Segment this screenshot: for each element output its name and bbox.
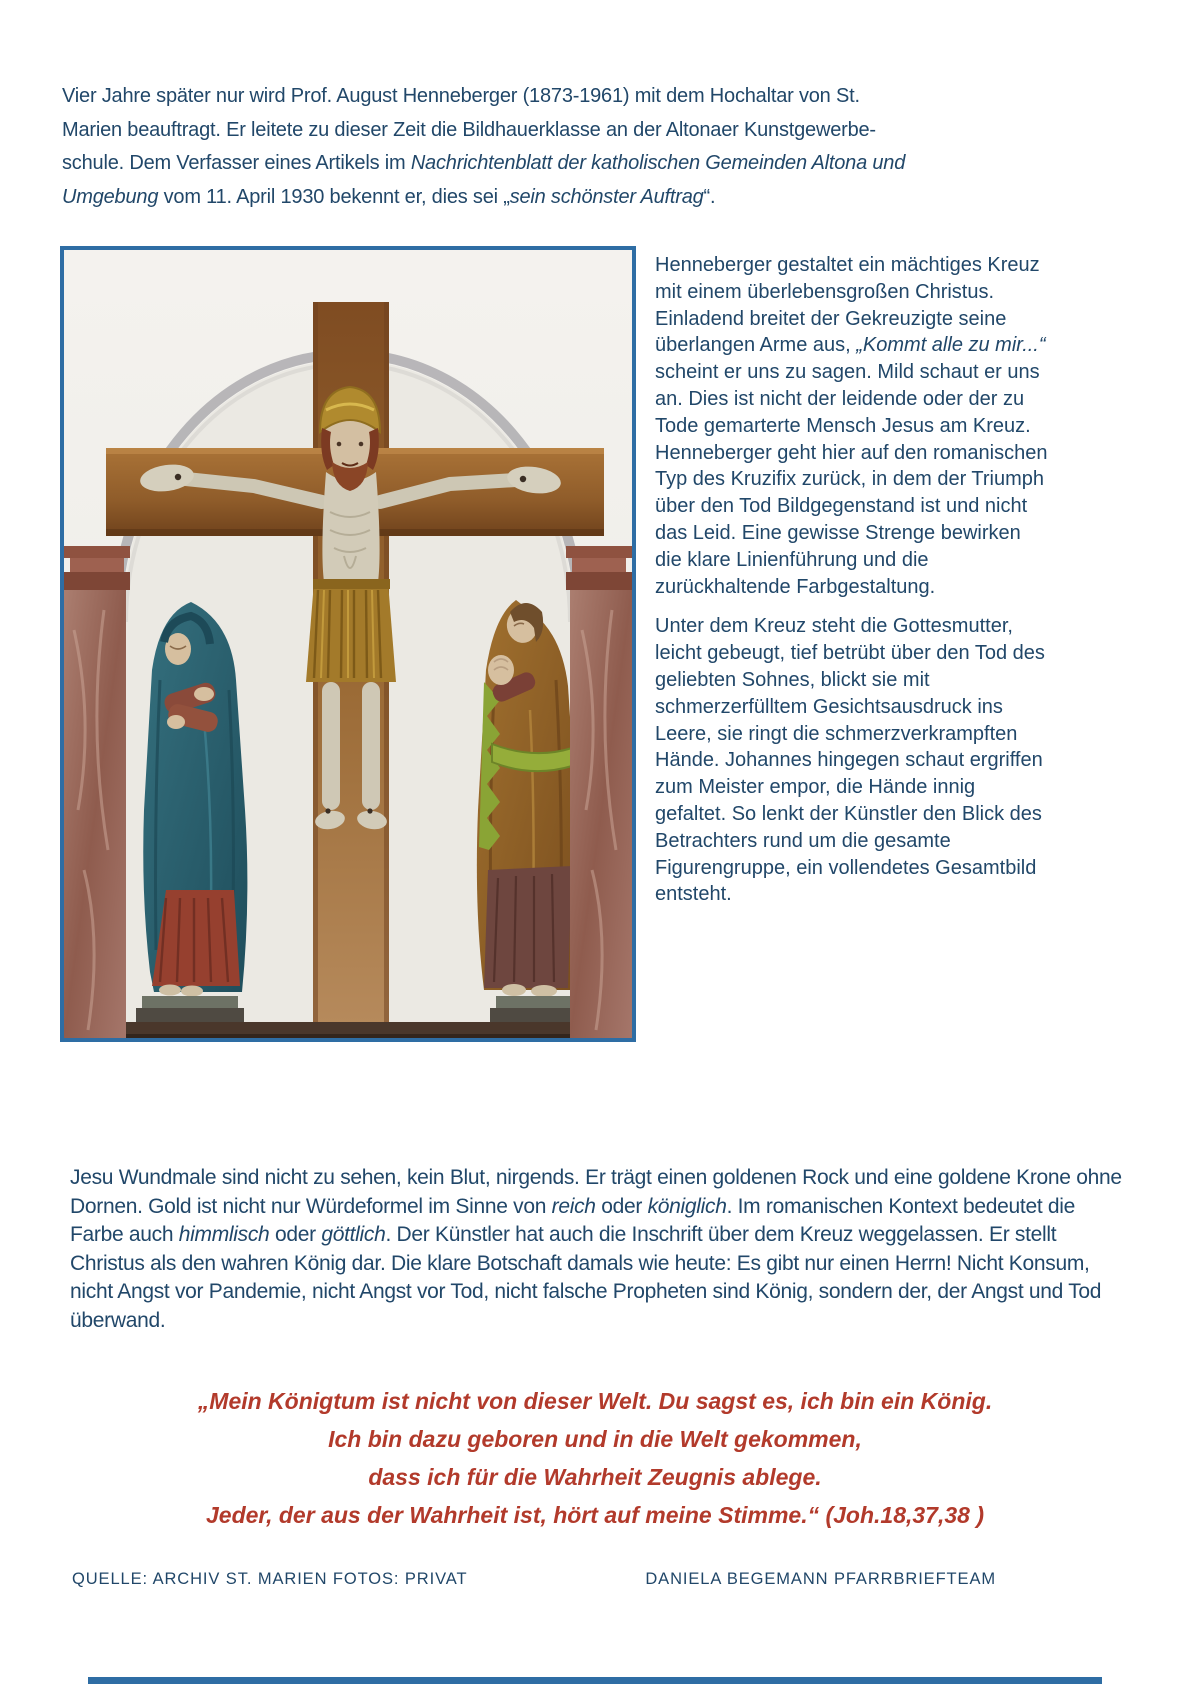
- text-segment-italic: Umgebung: [62, 185, 159, 208]
- text-segment-italic: sein schönster Auftrag: [509, 185, 704, 208]
- intro-paragraph: [62, 80, 1062, 214]
- intro-line: [62, 114, 1062, 148]
- right-column: [655, 252, 1051, 908]
- text-segment: oder: [595, 1194, 648, 1218]
- text-segment: oder: [269, 1223, 322, 1247]
- source-credit: QUELLE: ARCHIV ST. MARIEN FOTOS: PRIVAT: [72, 1570, 468, 1588]
- text-segment-italic: göttlich: [321, 1223, 386, 1247]
- text-segment: Henneberger gestaltet ein mächtiges Kreuz mit einem überlebensgroßen Christus. Einladend breitet der Gekreuzigte seine überlangen Arme aus,: [655, 254, 1040, 357]
- text-segment: vom 11. April 1930 bekennt er, dies sei „: [158, 185, 510, 208]
- quote-line: Jeder, der aus der Wahrheit ist, hört auf meine Stimme.“ (Joh.18,37,38 ): [206, 1502, 984, 1528]
- john-figure: [477, 600, 577, 997]
- altar-photo: [60, 246, 636, 1042]
- text-segment: . Im romanischen Kontext bedeutet die Farbe auch: [70, 1194, 1076, 1247]
- text-segment-italic: königlich: [647, 1194, 727, 1218]
- quote-line: Ich bin dazu geboren und in die Welt gekommen,: [328, 1426, 862, 1452]
- column-paragraph-2: Unter dem Kreuz steht die Gottesmutter, leicht gebeugt, tief betrübt über den Tod des geliebten Sohnes, blickt sie mit schmerzerfülltem Gesichtsausdruck ins Leere, sie ringt die schmerzverkrampften Hände. Johannes hingegen schaut ergriffen zum Meister empor, die Hände innig gefaltet. So lenkt der Künstler den Blick des Betrachters rund um die gesamte Figurengruppe, ein vollendetes Gesamtbild entsteht.: [655, 615, 1045, 906]
- text-segment: scheint er uns zu sagen. Mild schaut er uns an. Dies ist nicht der leidende oder der zu Tode gemarterte Mensch Jesus am Kreuz. Henneberger geht hier auf den romanischen Typ des Kruzifix zurück, in dem der Triumph über den Tod Bildgegenstand ist und nicht das Leid. Eine gewisse Strenge bewirken die klare Linienführung und die zurückhaltende Farbgestaltung.: [655, 361, 1048, 598]
- marble-pilaster-left: [64, 546, 130, 1038]
- text-segment-italic: „Kommt alle zu mir...“: [856, 334, 1046, 357]
- bottom-rule: [88, 1677, 1102, 1684]
- body-paragraph: [70, 1164, 1130, 1336]
- text-segment: “.: [703, 185, 716, 208]
- text-segment-italic: himmlisch: [178, 1223, 270, 1247]
- text-segment: Marien beauftragt. Er leitete zu dieser Zeit die Bildhauerklasse an der Altonaer Kunstgewerbe-: [62, 118, 876, 141]
- bible-quote: [60, 1382, 1130, 1534]
- text-segment-italic: Nachrichtenblatt der katholischen Gemeinden Altona und: [410, 152, 906, 174]
- text-segment-italic: reich: [551, 1194, 596, 1218]
- mary-figure: [143, 602, 247, 997]
- intro-line: [62, 80, 1062, 114]
- intro-line: [62, 147, 1062, 181]
- text-segment: schule. Dem Verfasser eines Artikels im: [62, 152, 411, 174]
- text-segment: . Der Künstler hat auch die Inschrift über dem Kreuz weggelassen. Er stellt Christus als den wahren König dar. Die klare Botschaft damals wie heute: Es gibt nur einen Herrn! Nicht Konsum, nicht Angst vor Pandemie, nicht Angst vor Tod, nicht falsche Propheten sind König, sondern der, der Angst und Tod überwand.: [70, 1223, 1102, 1332]
- quote-line: dass ich für die Wahrheit Zeugnis ablege.: [368, 1464, 822, 1490]
- column-paragraph-1: [655, 252, 1051, 600]
- crucifix-graphic: [64, 250, 632, 1038]
- text-segment: Vier Jahre später nur wird Prof. August Henneberger (1873-1961) mit dem Hochaltar von St.: [62, 85, 860, 107]
- quote-line: „Mein Königtum ist nicht von dieser Welt. Du sagst es, ich bin ein König.: [197, 1388, 993, 1414]
- author-credit: DANIELA BEGEMANN PFARRBRIEFTEAM: [645, 1570, 996, 1588]
- text-segment: Jesu Wundmale sind nicht zu sehen, kein Blut, nirgends. Er trägt einen goldenen Rock und eine goldene Krone ohne Dornen. Gold ist nicht nur Würdeformel im Sinne von: [70, 1166, 1122, 1218]
- intro-line: [62, 181, 1062, 215]
- footer-credits: [72, 1570, 996, 1589]
- marble-pilaster-right: [566, 546, 632, 1038]
